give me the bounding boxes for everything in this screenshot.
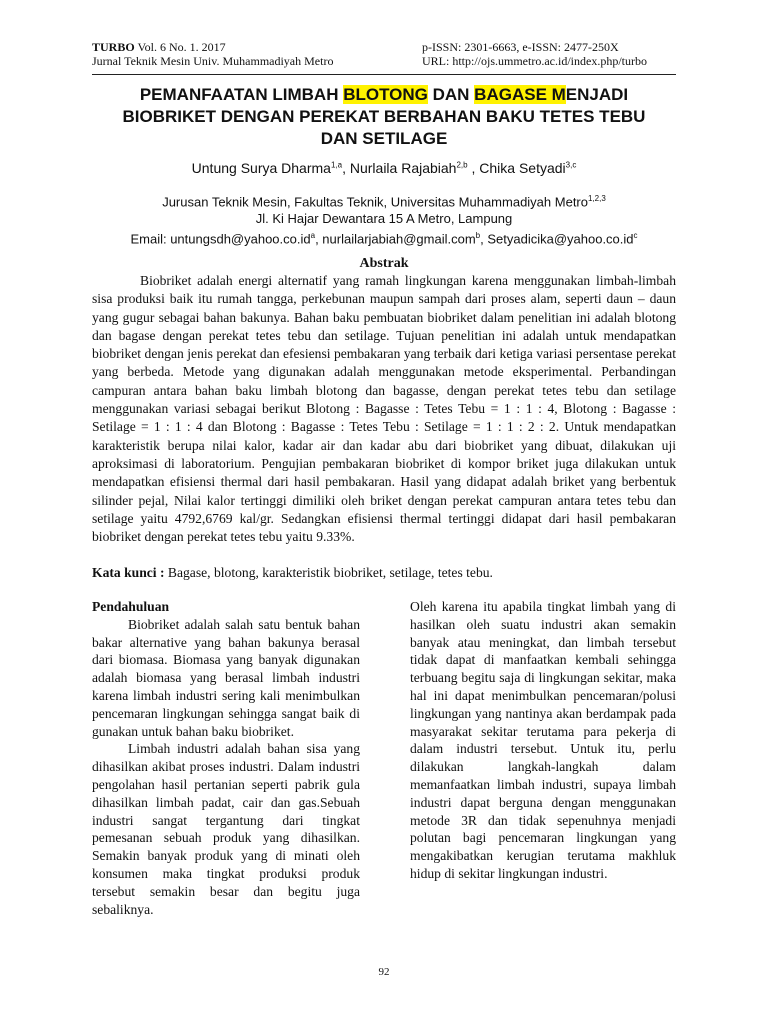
paragraph: Biobriket adalah salah satu bentuk bahan bakar alternative yang bahan bakunya berasal dari biomasa. Biomasa yang banyak digunakan adalah biomasa yang berasal limbah industri karena limbah industri sering kali menimbulkan pencemaran lingkungan sehingga sangat baik di gunakan untuk bahan baku biobriket. (92, 616, 360, 739)
affiliation-line: Jurusan Teknik Mesin, Fakultas Teknik, Universitas Muhammadiyah Metro (162, 194, 588, 210)
header-right (422, 40, 647, 68)
column-right (410, 598, 676, 883)
author-1: Untung Surya Dharma (191, 160, 331, 176)
keywords-label: Kata kunci : (92, 565, 165, 580)
journal-subtitle: Jurnal Teknik Mesin Univ. Muhammadiyah Metro (92, 54, 334, 68)
email-sup: a (310, 231, 316, 241)
highlight-blotong: BLOTONG (343, 85, 428, 104)
column-left (92, 598, 360, 918)
keywords-text: Bagase, blotong, karakteristik biobriket, setilage, tetes tebu. (164, 565, 493, 580)
email-3: , Setyadicika@yahoo.co.id (480, 231, 634, 247)
address: Jl. Ki Hajar Dewantara 15 A Metro, Lampung (255, 211, 513, 227)
emails (92, 227, 676, 247)
author-1-sup: 1,a (330, 160, 343, 170)
section-heading: Pendahuluan (92, 599, 170, 614)
author-3: , Chika Setyadi (467, 160, 566, 176)
title-text: PEMANFAATAN LIMBAH (139, 85, 344, 104)
issn: p-ISSN: 2301-6663, e-ISSN: 2477-250X (422, 40, 619, 54)
page-number: 92 (378, 966, 390, 978)
abstract-heading: Abstrak (359, 256, 409, 271)
header-left (92, 40, 333, 68)
paper-title (92, 84, 676, 150)
title-text: DAN (427, 85, 475, 104)
journal-name: TURBO (92, 40, 135, 54)
email-1: Email: untungsdh@yahoo.co.id (130, 231, 311, 247)
email-sup: b (475, 231, 481, 241)
title-line-2: BIOBRIKET DENGAN PEREKAT BERBAHAN BAKU TETES TEBU (122, 107, 646, 126)
keywords (92, 565, 676, 581)
affiliation-sup: 1,2,3 (588, 194, 606, 203)
paragraph: Oleh karena itu apabila tingkat limbah yang di hasilkan oleh suatu industri akan semakin banyak atau meningkat, dan limbah tersebut tidak dapat di manfaatkan kembali sehingga terbuang begitu saja di lingkungan sekitar, maka hal ini dapat menimbulkan pencemaran/polusi lingkungan yang nantinya akan berdampak pada masyarakat sekitar terutama para pekerja di dalam industri tersebut. Untuk itu, perlu dilakukan langkah-langkah dalam memanfaatkan limbah industri, supaya limbah industri dapat berguna dengan menggunakan metode 3R dan tidak sepenuhnya menjadi polutan bagi pencemaran lingkungan yang mengakibatkan kerugian terutama makhluk hidup di sekitar lingkungan industri. (410, 599, 676, 881)
email-sup: c (633, 231, 638, 241)
header-rule (92, 74, 676, 75)
email-2: , nurlailarjabiah@gmail.com (315, 231, 476, 247)
author-2: , Nurlaila Rajabiah (342, 160, 457, 176)
author-2-sup: 2,b (456, 160, 468, 170)
paragraph: Limbah industri adalah bahan sisa yang dihasilkan akibat proses industri. Dalam industri pengolahan hasil pertanian seperti pabrik gula dihasilkan limbah padat, cair dan gas.Sebuah industri sangat tergantung dari tingkat pemesanan sebuah produk yang dihasilkan. Semakin banyak produk yang di minati oleh konsumen maka tingkat produksi produk tersebut semakin besar dan begitu juga sebaliknya. (92, 741, 360, 917)
title-text: ENJADI (565, 85, 629, 104)
author-list (92, 160, 676, 176)
journal-volume: Vol. 6 No. 1. 2017 (137, 40, 226, 54)
abstract-body: Biobriket adalah energi alternatif yang ramah lingkungan karena menggunakan limbah-limbah sisa produksi baik itu rumah tangga, perkebunan maupun sampah dari proses alam, seperti daun – daun yang gugur sebagai bahan bakunya. Bahan baku pembuatan biobriket dalam penelitian ini adalah blotong dan bagase dengan perekat tetes tebu dan setilage. Tujuan penelitian ini adalah untuk mendapatkan biobriket dengan jenis perekat dan efesiensi pembakaran yang terbaik dari ketiga variasi persentase perekat yang berbeda. Metode yang digunakan adalah menggunakan metode eksperimental. Perbandingan campuran antara bahan baku limbah blotong dan bagasse, dengan perekat tetes tebu dan setilage menggunakan variasi sebagai berikut Blotong : Bagasse : Tetes Tebu = 1 : 1 : 4, Blotong : Bagasse : Setilage = 1 : 1 : 4 dan Blotong : Bagasse : Tetes Tebu : Setilage = 1 : 1 : 2 : 2. Untuk mendapatkan karakteristik berupa nilai kalor, kadar air dan kadar abu dari biobriket yang dibuat, dilakukan uji aproksimasi di laboratorium. Pengujian pembakaran biobriket di kompor briket juga dilakukan untuk mendapatkan efisiensi thermal dari hasil pembakaran. Hasil yang didapat adalah briket yang berbentuk silinder pejal, Nilai kalor tertinggi dimiliki oleh briket dengan perekat campuran antara tetes tebu dan setilage yaitu 4792,6769 kal/gr. Sedangkan efisiensi thermal tertinggi didapat dari hasil pembakaran biobriket dengan perekat tetes tebu yaitu 9.33%. (92, 273, 676, 545)
journal-url: URL: http://ojs.ummetro.ac.id/index.php/turbo (422, 54, 647, 68)
highlight-bagase: BAGASE M (474, 85, 566, 104)
affiliation (92, 190, 676, 248)
author-3-sup: 3,c (565, 160, 577, 170)
title-line-3: DAN SETILAGE (320, 129, 448, 148)
